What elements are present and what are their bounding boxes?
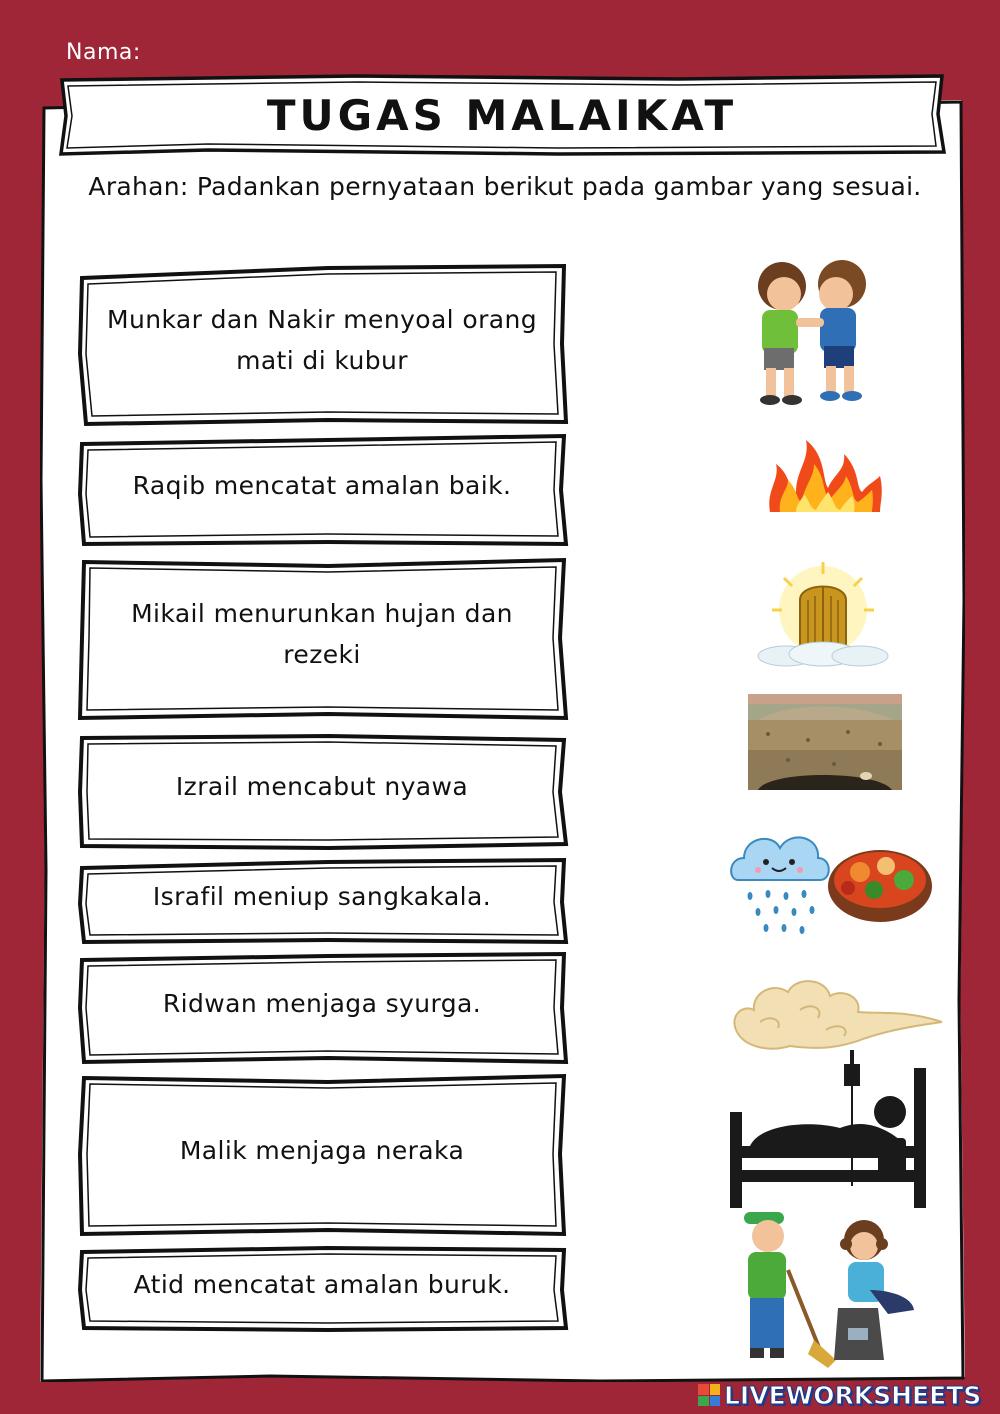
- statement-card-7[interactable]: [78, 1074, 566, 1236]
- sick-person-bed-icon[interactable]: [730, 1050, 926, 1210]
- statement-text: Ridwan menjaga syurga.: [162, 988, 482, 1018]
- page-title: TUGAS MALAIKAT: [266, 90, 738, 140]
- statement-card-2[interactable]: [78, 434, 566, 546]
- statement-text: Izrail mencabut nyawa: [175, 771, 469, 801]
- rain-cloud-and-food-icon[interactable]: [728, 824, 936, 942]
- grave-icon[interactable]: [748, 694, 902, 790]
- statement-text: Malik menjaga neraka: [179, 1135, 465, 1165]
- statement-text: Munkar dan Nakir menyoal orang mati di kubur: [107, 305, 537, 375]
- fighting-children-icon[interactable]: [744, 248, 876, 408]
- statement-card-1[interactable]: [78, 264, 566, 426]
- statement-text: Raqib mencatat amalan baik.: [132, 470, 512, 500]
- children-cleaning-icon[interactable]: [738, 1210, 920, 1370]
- statement-card-4[interactable]: [78, 732, 566, 850]
- statement-card-3[interactable]: [78, 558, 566, 720]
- statement-card-5[interactable]: [78, 858, 566, 944]
- liveworksheets-watermark: [698, 1380, 981, 1410]
- statement-text: Atid mencatat amalan buruk.: [133, 1269, 511, 1299]
- statement-text: Israfil meniup sangkakala.: [152, 881, 492, 911]
- statement-card-6[interactable]: [78, 952, 566, 1064]
- statement-text: Mikail menurunkan hujan dan rezeki: [131, 599, 513, 669]
- instruction-text: Arahan: Padankan pernyataan berikut pada gambar yang sesuai.: [88, 172, 922, 201]
- heaven-gate-icon[interactable]: [756, 560, 890, 672]
- statement-card-8[interactable]: [78, 1246, 566, 1332]
- name-label: Nama:: [66, 40, 141, 65]
- wind-cloud-icon[interactable]: [730, 970, 944, 1056]
- liveworksheets-logo-icon: [698, 1384, 720, 1406]
- watermark-text: LIVEWORKSHEETS: [724, 1380, 982, 1410]
- fire-icon[interactable]: [766, 430, 884, 514]
